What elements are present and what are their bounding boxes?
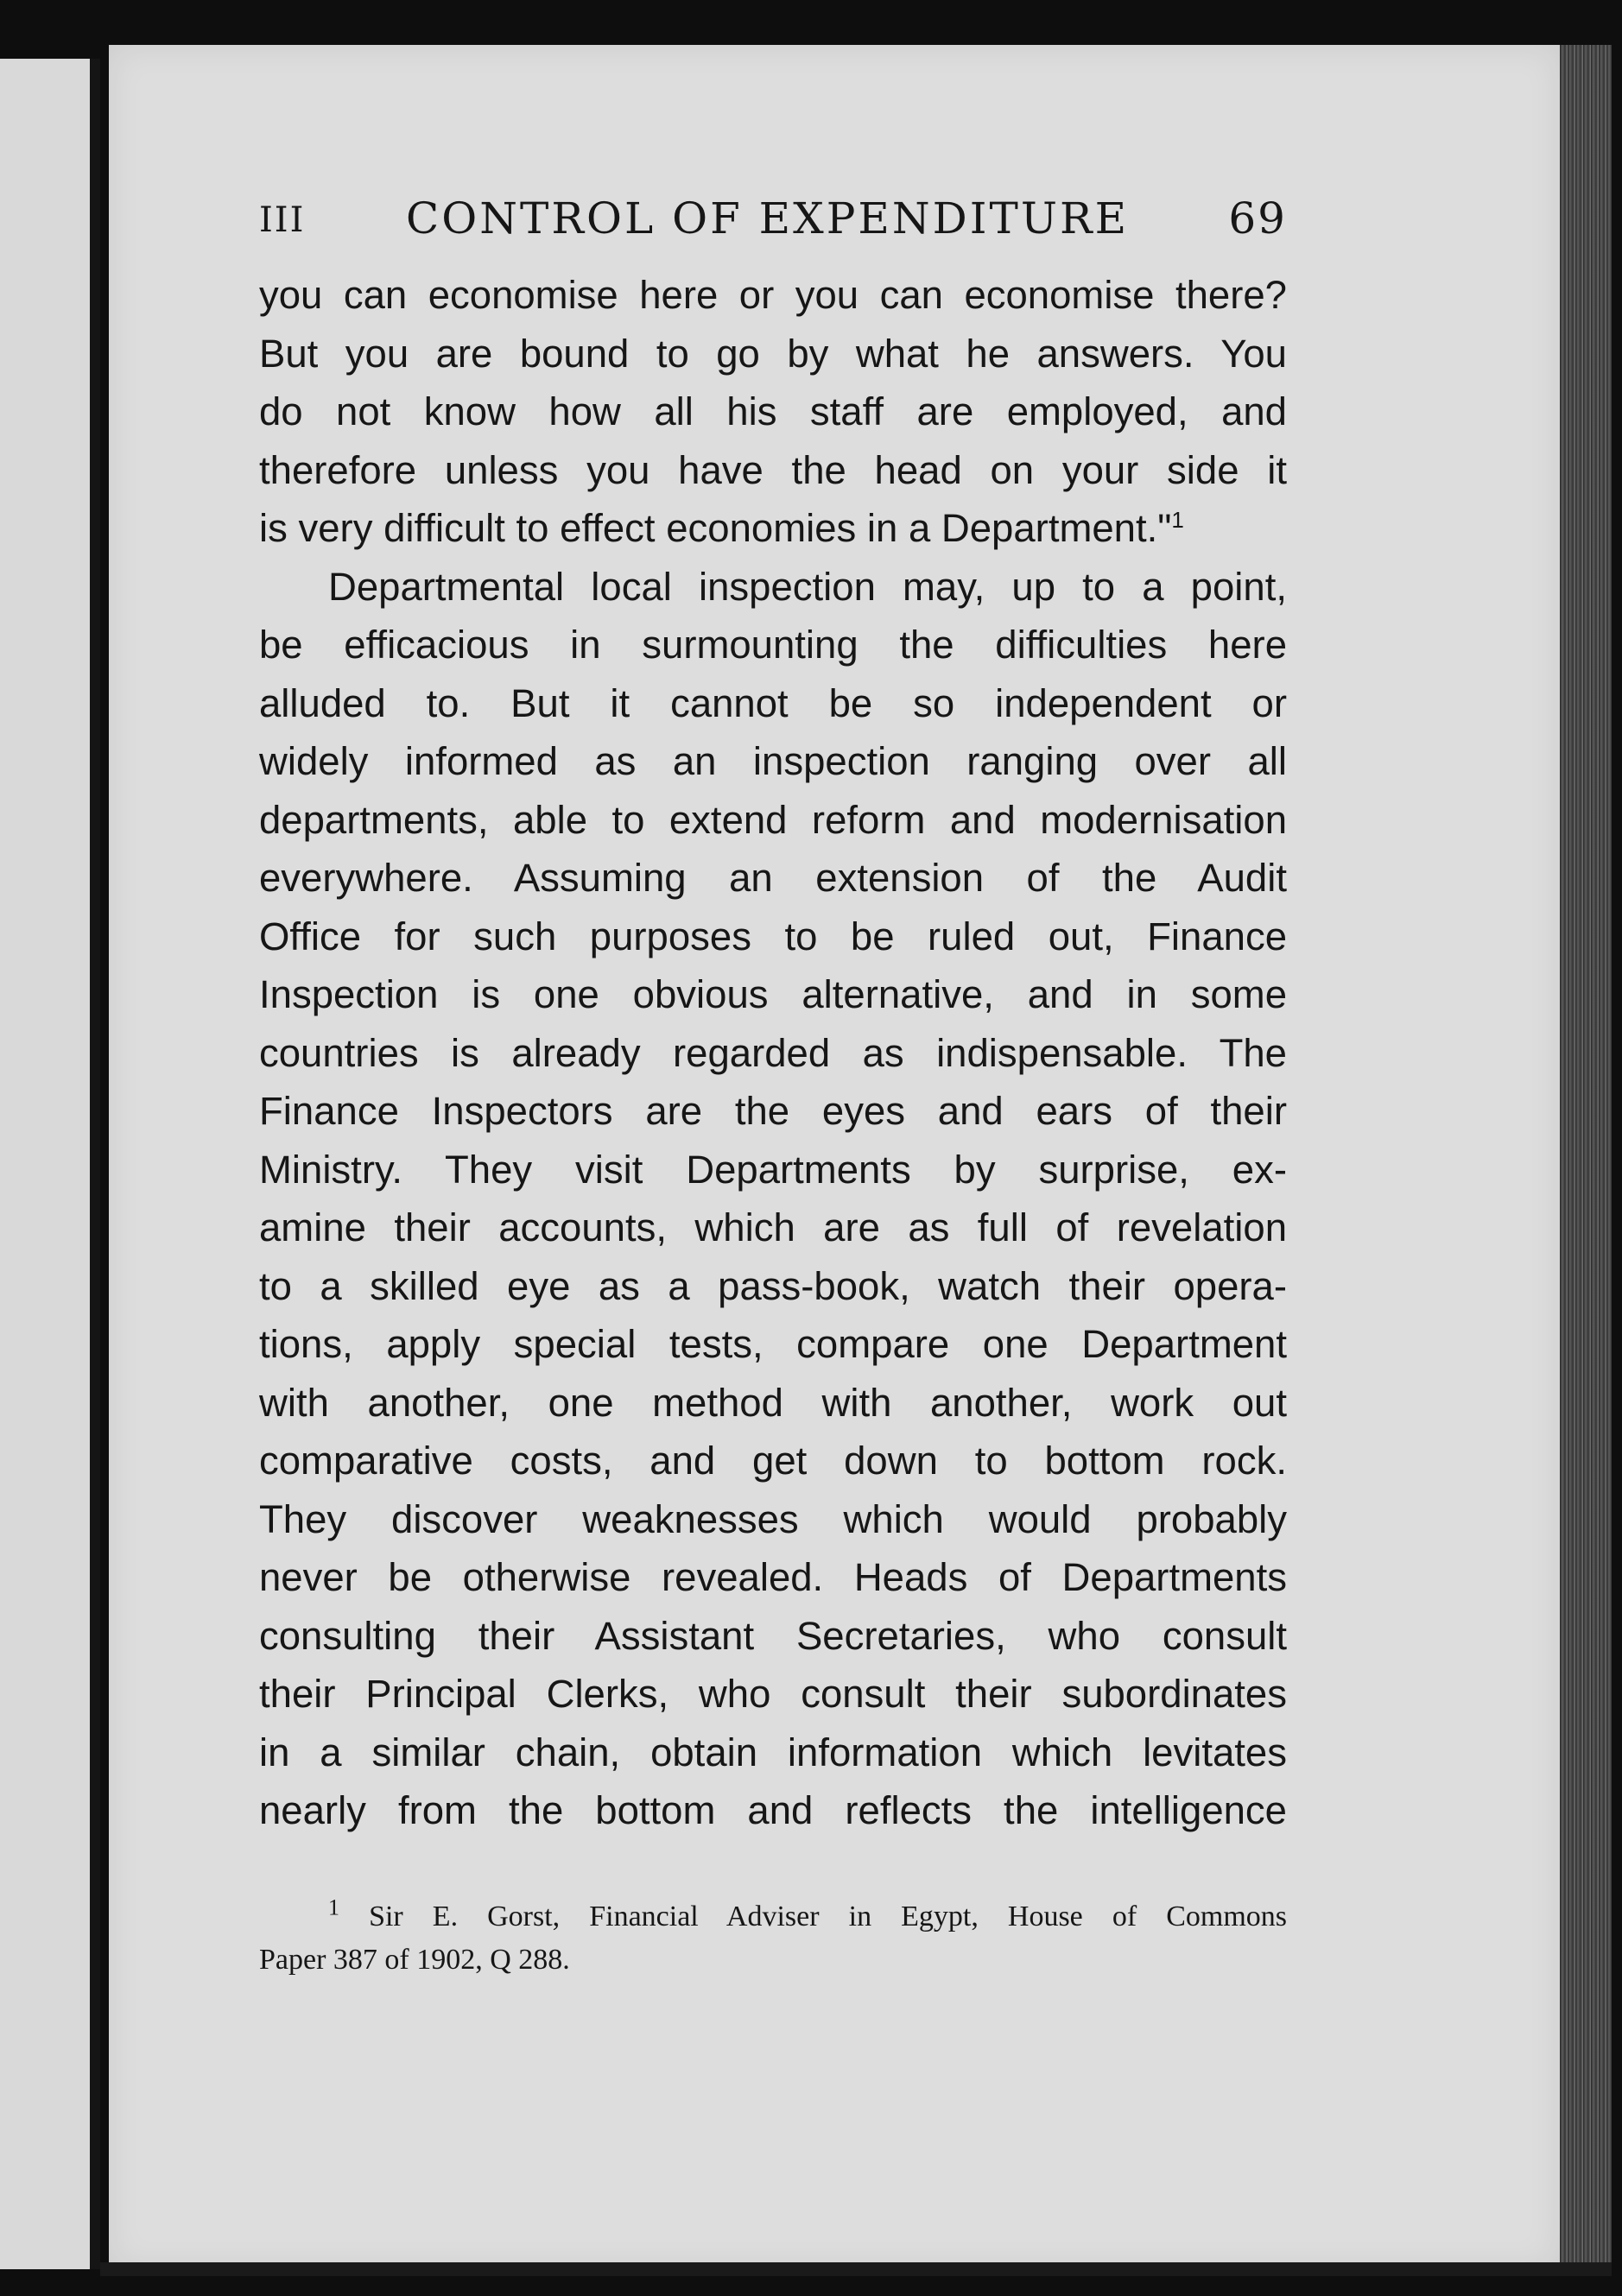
body-text: [259, 266, 1287, 1840]
text-line: everywhere. Assuming an extension of the Audit: [259, 856, 1287, 900]
facing-page-edge: [0, 59, 97, 2269]
page-stack-edge: [1560, 45, 1612, 2269]
chapter-number: III: [259, 200, 306, 240]
footnote-marker: 1: [328, 1894, 339, 1920]
footnote-line: Paper 387 of 1902, Q 288.: [259, 1943, 570, 1976]
text-line: tions, apply special tests, compare one Department: [259, 1322, 1287, 1366]
bottom-shadow: [100, 2262, 1612, 2276]
text-line: comparative costs, and get down to bottom rock.: [259, 1439, 1287, 1483]
text-line: They discover weaknesses which would probably: [259, 1496, 1287, 1541]
text-line: Inspection is one obvious alternative, and in some: [259, 972, 1287, 1016]
page-number: 69: [1228, 193, 1287, 244]
text-line: alluded to. But it cannot be so independent or: [259, 680, 1287, 725]
text-line: Ministry. They visit Departments by surprise, ex-: [259, 1147, 1287, 1192]
text-line: nearly from the bottom and reflects the intelligence: [259, 1788, 1287, 1832]
text-line: to a skilled eye as a pass-book, watch their opera-: [259, 1263, 1287, 1308]
text-line: their Principal Clerks, who consult their subordinates: [259, 1672, 1287, 1716]
text-line: Finance Inspectors are the eyes and ears of their: [259, 1089, 1287, 1133]
footnote-reference: 1: [1171, 506, 1184, 533]
text-line: Departmental local inspection may, up to a point,: [328, 564, 1287, 609]
footnote-line: [259, 1895, 1287, 1939]
page-content: [259, 187, 1287, 1982]
text-line: departments, able to extend reform and modernisation: [259, 797, 1287, 842]
text-line: you can economise here or you can economise there?: [259, 273, 1287, 317]
text-line: consulting their Assistant Secretaries, who consult: [259, 1613, 1287, 1658]
footnote: [259, 1895, 1287, 1982]
footnote-text: Sir E. Gorst, Financial Adviser in Egypt, House of Commons: [369, 1900, 1288, 1932]
text-line: is very difficult to effect economies in a Department.": [259, 506, 1172, 550]
text-line: But you are bound to go by what he answers. You: [259, 331, 1287, 376]
text-line: do not know how all his staff are employed, and: [259, 389, 1287, 433]
text-line: therefore unless you have the head on your side it: [259, 447, 1287, 492]
text-line: never be otherwise revealed. Heads of Departments: [259, 1555, 1287, 1599]
text-line: countries is already regarded as indispensable. The: [259, 1030, 1287, 1075]
text-line: amine their accounts, which are as full of revelation: [259, 1205, 1287, 1249]
text-line: in a similar chain, obtain information which levitates: [259, 1730, 1287, 1774]
running-head: [259, 187, 1287, 256]
binding-shadow: [90, 59, 100, 2269]
text-line-with-footnote: [259, 499, 1287, 558]
text-line: with another, one method with another, work out: [259, 1380, 1287, 1425]
text-line: Office for such purposes to be ruled out, Finance: [259, 914, 1287, 958]
running-title: CONTROL OF EXPENDITURE: [406, 193, 1130, 244]
text-line: widely informed as an inspection ranging over all: [259, 739, 1287, 783]
text-line: be efficacious in surmounting the difficulties here: [259, 623, 1287, 667]
